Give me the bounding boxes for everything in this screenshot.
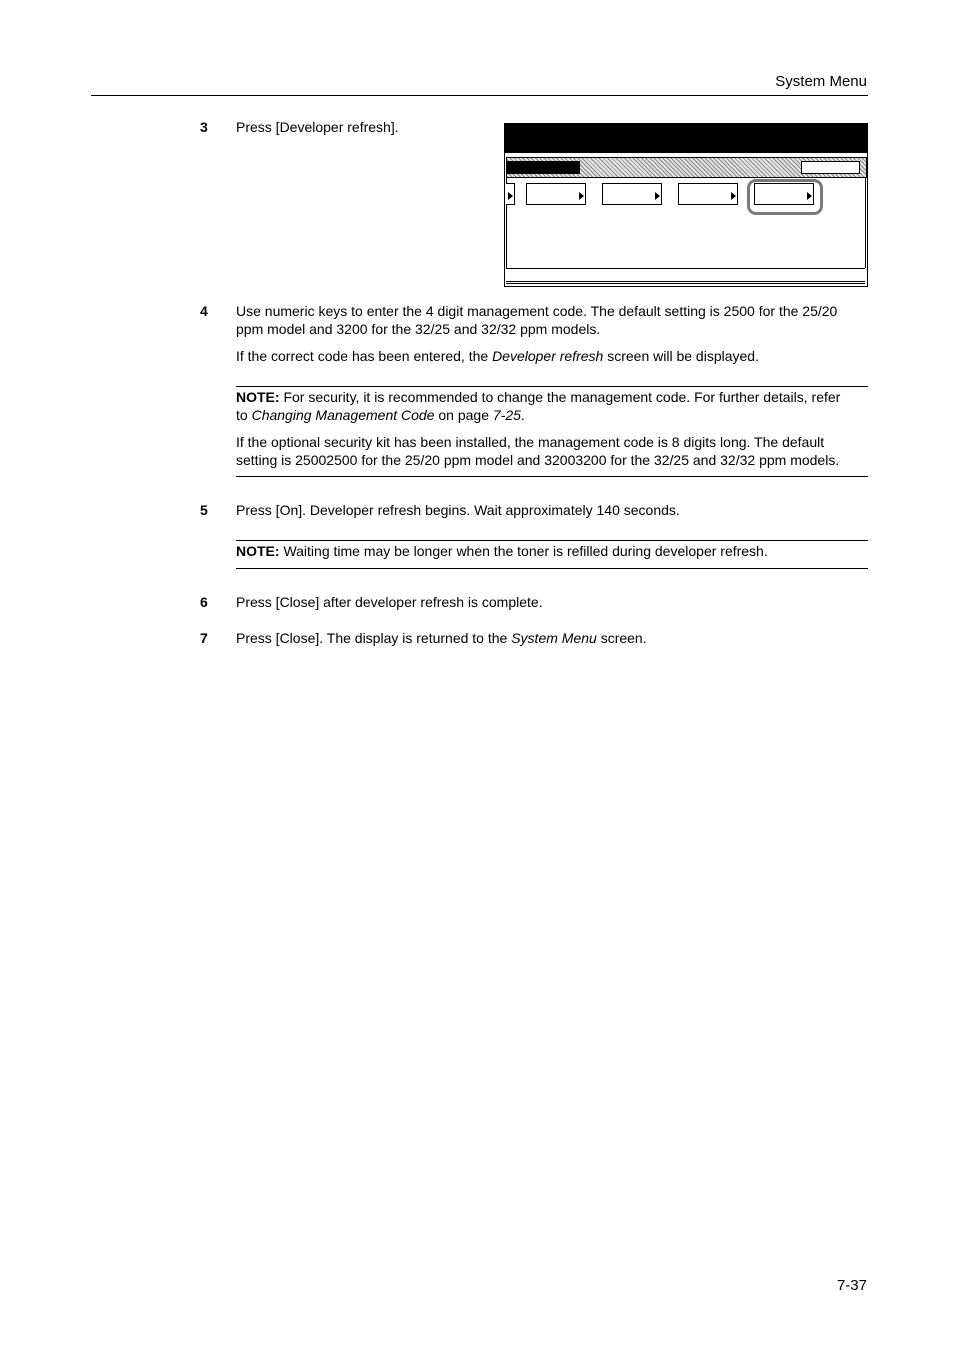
note-top-rule xyxy=(236,540,868,541)
step-text: ppm model and 3200 for the 32/25 and 32/32 ppm models. xyxy=(236,321,601,337)
step-text: If the correct code has been entered, the Developer refresh screen will be displayed. xyxy=(236,348,759,364)
screen-close-button xyxy=(801,161,860,174)
screen-key xyxy=(602,183,662,205)
note-top-rule xyxy=(236,386,868,387)
step-text: Use numeric keys to enter the 4 digit management code. The default setting is 2500 for the 25/20 xyxy=(236,303,838,319)
touch-panel-illustration xyxy=(504,123,868,287)
step-text: Press [Close]. The display is returned to the System Menu screen. xyxy=(236,630,647,646)
running-header: System Menu xyxy=(775,73,867,90)
screen-key xyxy=(678,183,738,205)
step-text: Press [Developer refresh]. xyxy=(236,119,399,135)
note-bottom-rule xyxy=(236,568,868,569)
note-text: If the optional security kit has been installed, the management code is 8 digits long. The default xyxy=(236,434,825,450)
screen-footer xyxy=(506,268,865,284)
screen-key-partial xyxy=(506,183,515,205)
step-text: Press [Close] after developer refresh is complete. xyxy=(236,594,543,610)
step-text: Press [On]. Developer refresh begins. Wait approximately 140 seconds. xyxy=(236,502,680,518)
note-text: to Changing Management Code on page 7-25. xyxy=(236,407,525,423)
highlight-circle xyxy=(747,179,823,215)
page-number: 7-37 xyxy=(836,1277,867,1294)
note-bottom-rule xyxy=(236,476,868,477)
step-number: 5 xyxy=(200,502,208,518)
step-number: 3 xyxy=(200,119,208,135)
screen-title-bar xyxy=(505,124,867,153)
note-text: NOTE: Waiting time may be longer when the toner is refilled during developer refresh. xyxy=(236,543,768,559)
step-number: 4 xyxy=(200,303,208,319)
note-text: NOTE: For security, it is recommended to change the management code. For further details, refer xyxy=(236,389,841,405)
header-rule xyxy=(91,95,868,96)
step-number: 7 xyxy=(200,630,208,646)
step-number: 6 xyxy=(200,594,208,610)
note-text: setting is 25002500 for the 25/20 ppm model and 32003200 for the 32/25 and 32/32 ppm models. xyxy=(236,452,840,468)
screen-key xyxy=(526,183,586,205)
screen-tab-bar xyxy=(506,157,867,178)
screen-active-tab xyxy=(507,161,580,174)
